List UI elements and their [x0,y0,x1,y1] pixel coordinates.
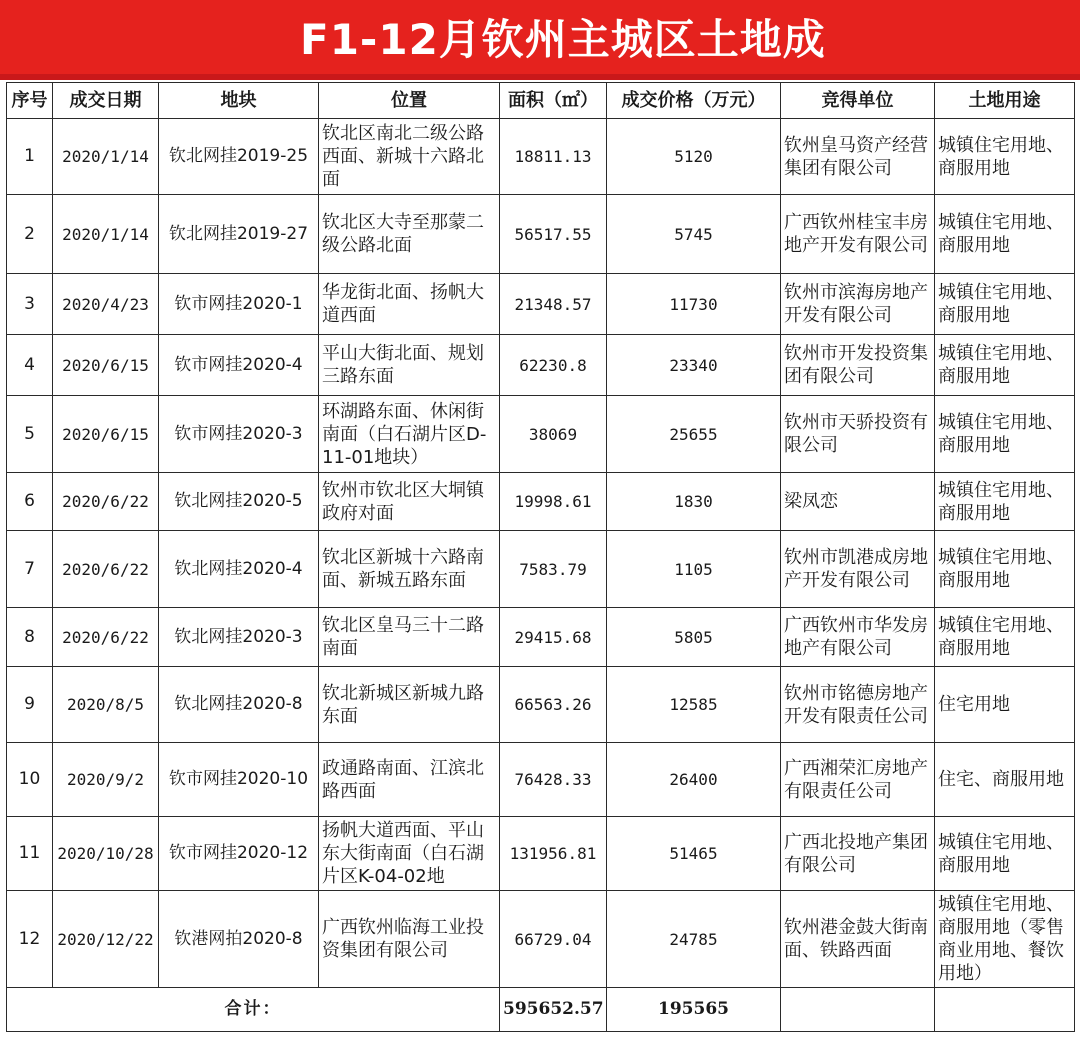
cell-location: 政通路南面、江滨北路西面 [319,743,500,817]
cell-parcel: 钦港网拍2020-8 [159,891,319,988]
table-row [7,608,1075,667]
cell-parcel: 钦北网挂2019-27 [159,195,319,274]
cell-location: 广西钦州临海工业投资集团有限公司 [319,891,500,988]
cell-use: 住宅、商服用地 [935,743,1075,817]
total-area: 595652.57 [500,988,607,1032]
cell-price: 5805 [607,608,781,667]
cell-location: 平山大街北面、规划三路东面 [319,335,500,396]
cell-date: 2020/6/22 [53,608,159,667]
cell-area: 21348.57 [500,274,607,335]
cell-use: 城镇住宅用地、商服用地 [935,531,1075,608]
cell-price: 23340 [607,335,781,396]
cell-buyer: 钦州市铭德房地产开发有限责任公司 [781,667,935,743]
header-area: 面积（㎡） [500,83,607,119]
cell-price: 5745 [607,195,781,274]
table-row [7,335,1075,396]
cell-use: 城镇住宅用地、商服用地 [935,335,1075,396]
header-location: 位置 [319,83,500,119]
cell-date: 2020/8/5 [53,667,159,743]
header-date: 成交日期 [53,83,159,119]
cell-date: 2020/1/14 [53,119,159,195]
table-row [7,119,1075,195]
table-row [7,531,1075,608]
cell-buyer: 钦州市开发投资集团有限公司 [781,335,935,396]
cell-location: 钦北区皇马三十二路南面 [319,608,500,667]
table-row [7,667,1075,743]
table-row [7,195,1075,274]
header-buyer: 竞得单位 [781,83,935,119]
cell-no: 10 [7,743,53,817]
cell-area: 66563.26 [500,667,607,743]
cell-use: 城镇住宅用地、商服用地 [935,274,1075,335]
table-row [7,817,1075,891]
cell-use: 城镇住宅用地、商服用地 [935,817,1075,891]
cell-parcel: 钦北网挂2020-3 [159,608,319,667]
cell-use: 城镇住宅用地、商服用地（零售商业用地、餐饮用地） [935,891,1075,988]
cell-buyer: 广西湘荣汇房地产有限责任公司 [781,743,935,817]
cell-location: 钦州市钦北区大垌镇政府对面 [319,473,500,531]
cell-area: 131956.81 [500,817,607,891]
cell-date: 2020/6/15 [53,396,159,473]
cell-parcel: 钦市网挂2020-1 [159,274,319,335]
cell-area: 29415.68 [500,608,607,667]
cell-price: 1830 [607,473,781,531]
cell-price: 5120 [607,119,781,195]
cell-date: 2020/12/22 [53,891,159,988]
cell-parcel: 钦北网挂2020-5 [159,473,319,531]
header-price: 成交价格（万元） [607,83,781,119]
cell-parcel: 钦市网挂2020-12 [159,817,319,891]
cell-location: 扬帆大道西面、平山东大街南面（白石湖片区K-04-02地 [319,817,500,891]
total-empty-buyer [781,988,935,1032]
cell-location: 环湖路东面、休闲街南面（白石湖片区D-11-01地块） [319,396,500,473]
cell-location: 钦北区南北二级公路西面、新城十六路北面 [319,119,500,195]
table-row [7,396,1075,473]
cell-date: 2020/6/22 [53,531,159,608]
table-row [7,473,1075,531]
header-parcel: 地块 [159,83,319,119]
cell-buyer: 梁凤恋 [781,473,935,531]
total-label: 合计： [7,988,500,1032]
cell-no: 8 [7,608,53,667]
cell-use: 城镇住宅用地、商服用地 [935,396,1075,473]
cell-price: 12585 [607,667,781,743]
cell-no: 11 [7,817,53,891]
total-empty-use [935,988,1075,1032]
table-total-row [7,988,1075,1032]
cell-no: 6 [7,473,53,531]
table-row [7,743,1075,817]
cell-location: 华龙街北面、扬帆大道西面 [319,274,500,335]
cell-area: 7583.79 [500,531,607,608]
cell-date: 2020/6/22 [53,473,159,531]
cell-no: 12 [7,891,53,988]
cell-use: 住宅用地 [935,667,1075,743]
cell-buyer: 广西北投地产集团有限公司 [781,817,935,891]
cell-use: 城镇住宅用地、商服用地 [935,473,1075,531]
cell-buyer: 广西钦州市华发房地产有限公司 [781,608,935,667]
land-transaction-table [6,82,1075,1032]
cell-buyer: 钦州市天骄投资有限公司 [781,396,935,473]
cell-date: 2020/9/2 [53,743,159,817]
cell-parcel: 钦市网挂2020-4 [159,335,319,396]
table-row [7,891,1075,988]
cell-price: 24785 [607,891,781,988]
table-row [7,274,1075,335]
cell-area: 18811.13 [500,119,607,195]
cell-location: 钦北新城区新城九路东面 [319,667,500,743]
cell-area: 56517.55 [500,195,607,274]
cell-area: 66729.04 [500,891,607,988]
cell-no: 9 [7,667,53,743]
header-no: 序号 [7,83,53,119]
cell-area: 38069 [500,396,607,473]
cell-date: 2020/10/28 [53,817,159,891]
cell-location: 钦北区大寺至那蒙二级公路北面 [319,195,500,274]
cell-no: 4 [7,335,53,396]
cell-buyer: 广西钦州桂宝丰房地产开发有限公司 [781,195,935,274]
cell-no: 1 [7,119,53,195]
header-use: 土地用途 [935,83,1075,119]
banner-title: F1-12月钦州主城区土地成 [300,15,826,64]
title-banner [0,0,1080,80]
cell-price: 51465 [607,817,781,891]
cell-buyer: 钦州皇马资产经营集团有限公司 [781,119,935,195]
cell-buyer: 钦州市凯港成房地产开发有限公司 [781,531,935,608]
cell-date: 2020/1/14 [53,195,159,274]
cell-parcel: 钦北网挂2019-25 [159,119,319,195]
cell-area: 19998.61 [500,473,607,531]
cell-price: 1105 [607,531,781,608]
cell-price: 25655 [607,396,781,473]
table-header-row [7,83,1075,119]
cell-parcel: 钦北网挂2020-8 [159,667,319,743]
cell-use: 城镇住宅用地、商服用地 [935,608,1075,667]
cell-no: 3 [7,274,53,335]
cell-date: 2020/6/15 [53,335,159,396]
cell-parcel: 钦市网挂2020-3 [159,396,319,473]
total-price: 195565 [607,988,781,1032]
cell-use: 城镇住宅用地、商服用地 [935,119,1075,195]
cell-parcel: 钦北网挂2020-4 [159,531,319,608]
cell-date: 2020/4/23 [53,274,159,335]
cell-price: 26400 [607,743,781,817]
cell-use: 城镇住宅用地、商服用地 [935,195,1075,274]
cell-no: 7 [7,531,53,608]
cell-buyer: 钦州港金鼓大街南面、铁路西面 [781,891,935,988]
cell-area: 62230.8 [500,335,607,396]
cell-location: 钦北区新城十六路南面、新城五路东面 [319,531,500,608]
cell-no: 5 [7,396,53,473]
cell-parcel: 钦市网挂2020-10 [159,743,319,817]
cell-price: 11730 [607,274,781,335]
cell-no: 2 [7,195,53,274]
cell-area: 76428.33 [500,743,607,817]
cell-buyer: 钦州市滨海房地产开发有限公司 [781,274,935,335]
